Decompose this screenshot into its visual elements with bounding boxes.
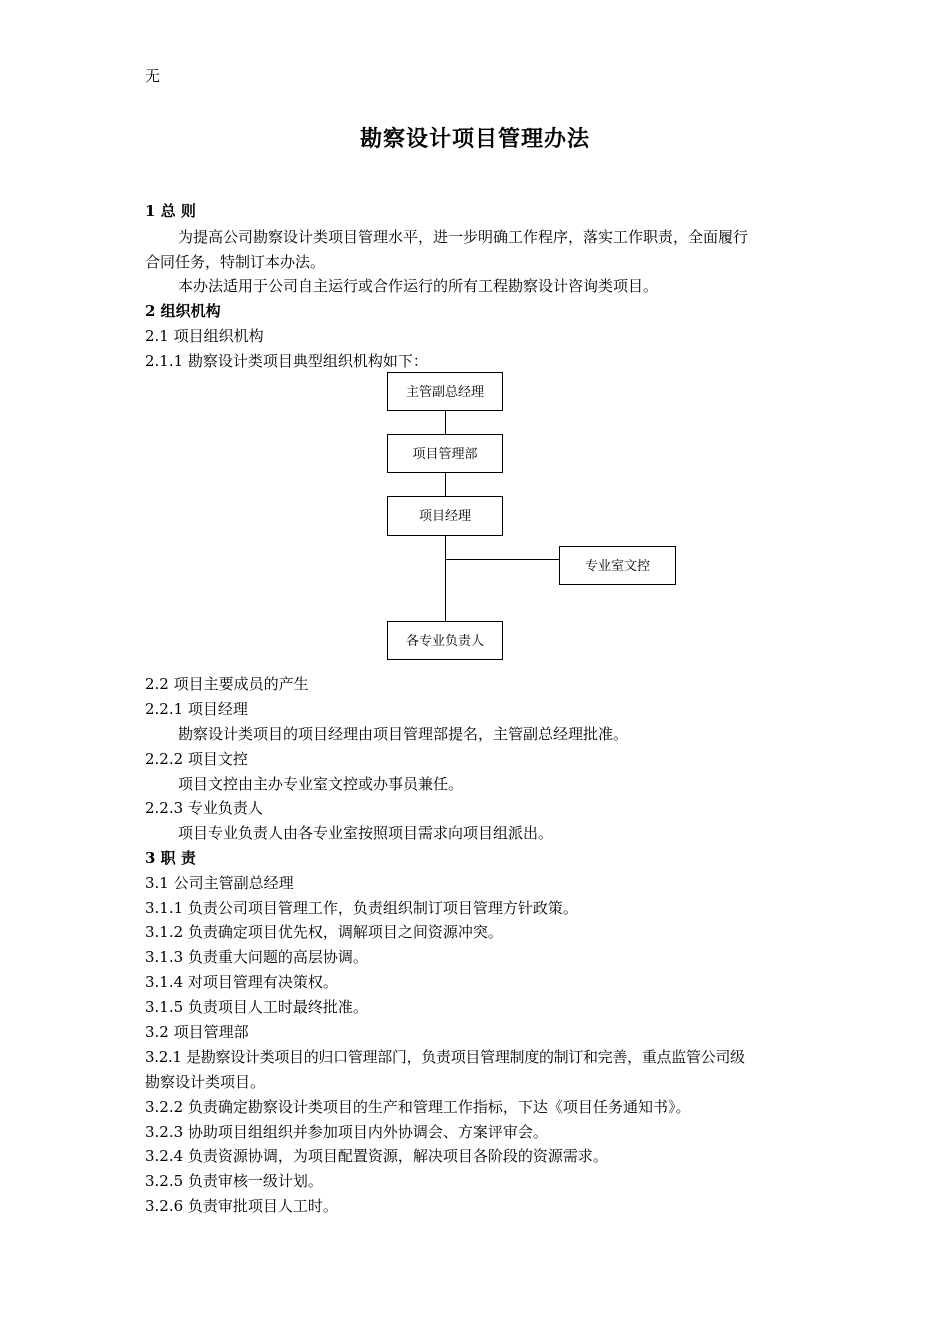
list-item: 3.1.1 负责公司项目管理工作，负责组织制订项目管理方针政策。	[145, 899, 578, 917]
connector	[445, 410, 446, 435]
list-item: 3.2.1 是勘察设计类项目的归口管理部门，负责项目管理制度的制订和完善，重点监管公司级	[145, 1048, 745, 1066]
section-1-heading: 1 总 则	[145, 202, 196, 220]
subsection-heading: 3.1 公司主管副总经理	[145, 874, 294, 892]
list-item: 3.1.5 负责项目人工时最终批准。	[145, 998, 368, 1016]
connector	[445, 472, 446, 497]
list-item: 勘察设计类项目。	[145, 1073, 266, 1091]
subsection-heading: 2.2 项目主要成员的产生	[145, 675, 309, 693]
list-item: 3.2.3 协助项目组组织并参加项目内外协调会、方案评审会。	[145, 1123, 548, 1141]
list-item: 3.1.3 负责重大问题的高层协调。	[145, 948, 368, 966]
org-box-leads: 各专业负责人	[387, 621, 503, 660]
connector	[445, 535, 446, 622]
subsection-heading: 2.2.3 专业负责人	[145, 799, 263, 817]
subsection-heading: 2.1 项目组织机构	[145, 327, 264, 345]
section-2-heading: 2 组织机构	[145, 302, 221, 320]
paragraph: 项目专业负责人由各专业室按照项目需求向项目组派出。	[178, 824, 554, 842]
list-item: 3.2.2 负责确定勘察设计类项目的生产和管理工作指标，下达《项目任务通知书》。	[145, 1098, 691, 1116]
paragraph: 勘察设计类项目的项目经理由项目管理部提名，主管副总经理批准。	[178, 725, 629, 743]
subsection-heading: 2.2.1 项目经理	[145, 700, 248, 718]
paragraph: 为提高公司勘察设计类项目管理水平，进一步明确工作程序，落实工作职责，全面履行	[178, 228, 749, 246]
section-3-heading: 3 职 责	[145, 849, 196, 867]
list-item: 3.2.6 负责审批项目人工时。	[145, 1197, 338, 1215]
org-box-pm: 项目经理	[387, 496, 503, 536]
paragraph: 本办法适用于公司自主运行或合作运行的所有工程勘察设计咨询类项目。	[178, 277, 659, 295]
header-mark: 无	[145, 67, 161, 85]
paragraph: 项目文控由主办专业室文控或办事员兼任。	[178, 775, 464, 793]
list-item: 3.1.2 负责确定项目优先权，调解项目之间资源冲突。	[145, 923, 503, 941]
page-title: 勘察设计项目管理办法	[359, 126, 590, 152]
paragraph: 合同任务，特制订本办法。	[145, 253, 326, 271]
org-box-doc: 专业室文控	[559, 546, 676, 585]
connector	[445, 559, 560, 560]
org-box-dept: 项目管理部	[387, 434, 503, 473]
list-item: 3.2.5 负责审核一级计划。	[145, 1172, 323, 1190]
subsection-heading: 2.1.1 勘察设计类项目典型组织机构如下：	[145, 352, 428, 370]
list-item: 3.1.4 对项目管理有决策权。	[145, 973, 338, 991]
subsection-heading: 3.2 项目管理部	[145, 1023, 249, 1041]
list-item: 3.2.4 负责资源协调，为项目配置资源，解决项目各阶段的资源需求。	[145, 1147, 608, 1165]
subsection-heading: 2.2.2 项目文控	[145, 750, 248, 768]
org-box-gm: 主管副总经理	[387, 372, 503, 411]
